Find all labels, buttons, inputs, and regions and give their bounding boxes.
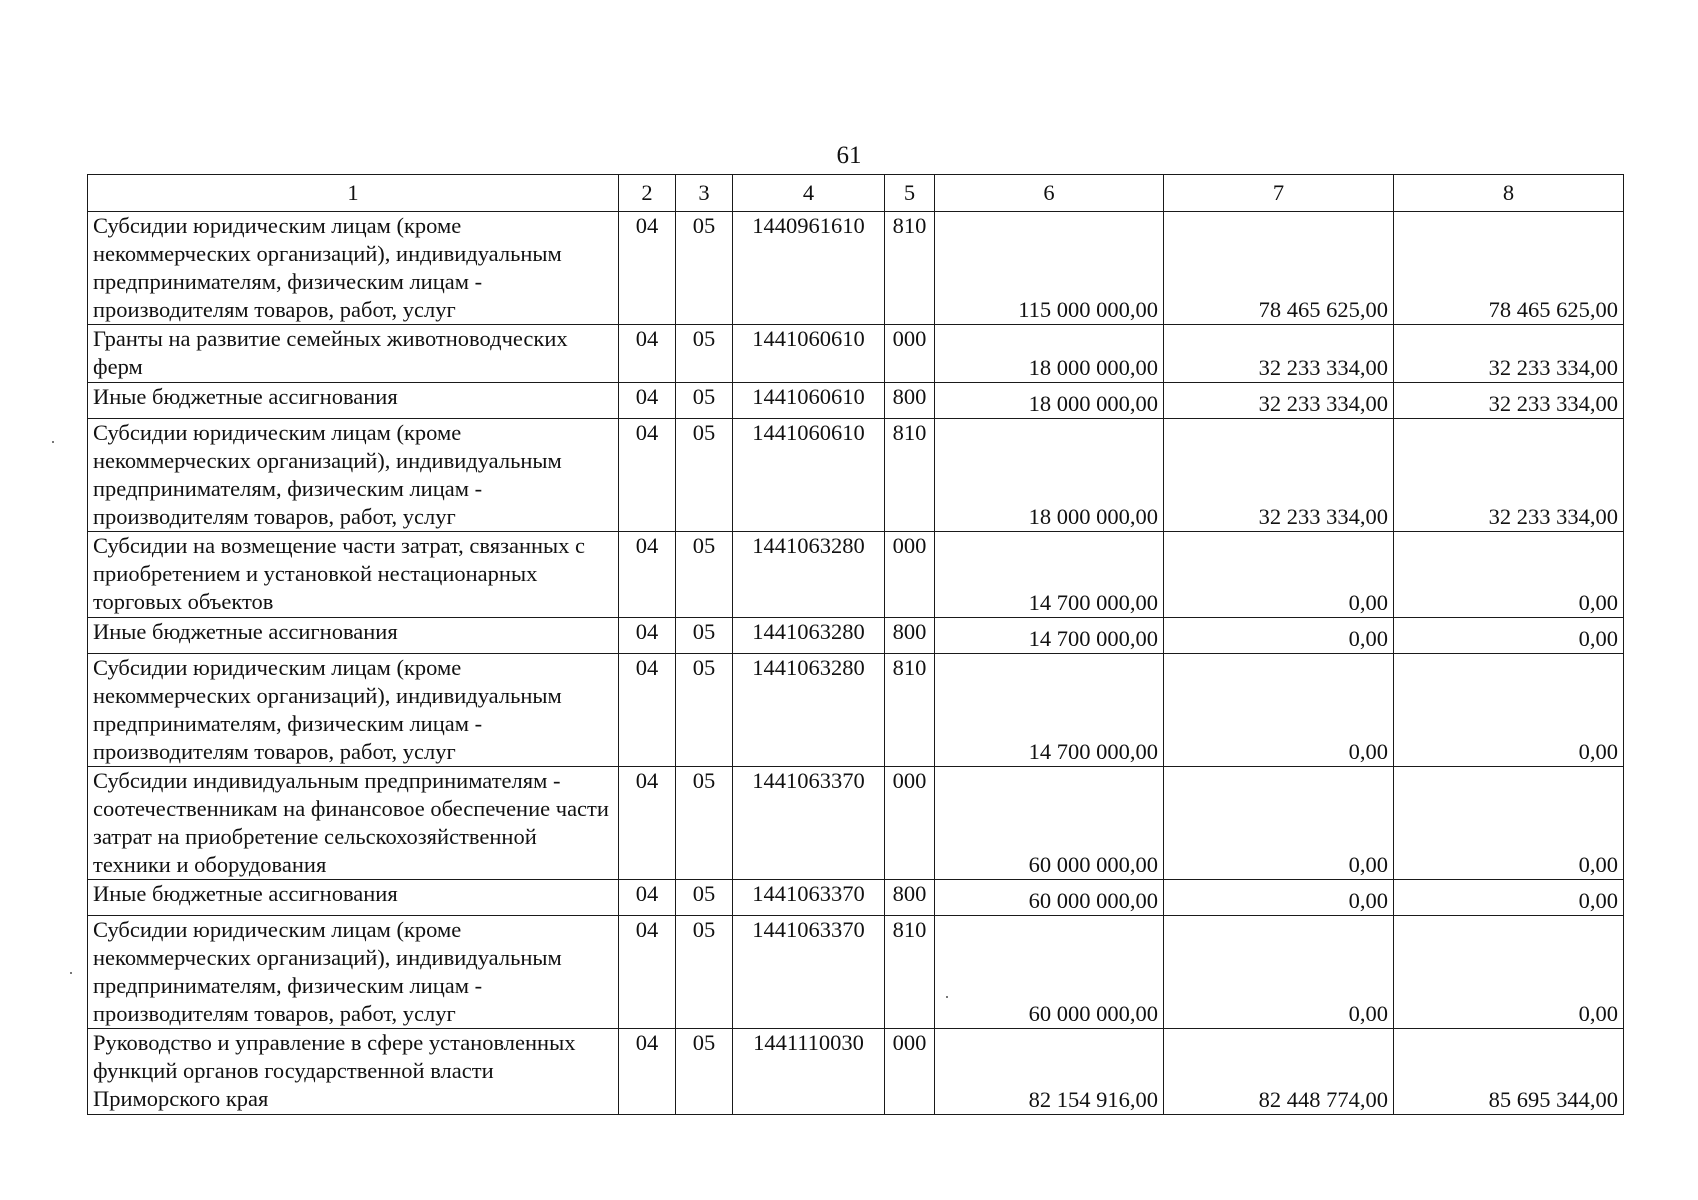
expense-type-code: 000 — [885, 1029, 935, 1115]
expense-type-code: 800 — [885, 880, 935, 916]
amount-col-7: 32 233 334,00 — [1164, 383, 1394, 419]
section-code: 04 — [619, 654, 676, 767]
target-article-code: 1441060610 — [733, 325, 885, 383]
target-article-code: 1441063280 — [733, 532, 885, 618]
expense-type-code: 800 — [885, 383, 935, 419]
item-name: Иные бюджетные ассигнования — [88, 880, 619, 916]
subsection-code: 05 — [676, 325, 733, 383]
column-header: 2 — [619, 175, 676, 212]
section-code: 04 — [619, 419, 676, 532]
subsection-code: 05 — [676, 618, 733, 654]
amount-col-6: 82 154 916,00 — [935, 1029, 1164, 1115]
section-code: 04 — [619, 1029, 676, 1115]
amount-col-8: 78 465 625,00 — [1394, 212, 1624, 325]
target-article-code: 1441063280 — [733, 654, 885, 767]
amount-col-8: 0,00 — [1394, 880, 1624, 916]
column-header: 1 — [88, 175, 619, 212]
amount-col-6: 115 000 000,00 — [935, 212, 1164, 325]
scan-speck — [52, 441, 54, 443]
amount-col-8: 0,00 — [1394, 532, 1624, 618]
subsection-code: 05 — [676, 880, 733, 916]
scan-speck — [70, 972, 72, 974]
target-article-code: 1441063370 — [733, 916, 885, 1029]
subsection-code: 05 — [676, 654, 733, 767]
amount-col-6: 14 700 000,00 — [935, 654, 1164, 767]
table-row — [88, 767, 1624, 880]
amount-col-6: 60 000 000,00 — [935, 767, 1164, 880]
amount-col-8: 32 233 334,00 — [1394, 325, 1624, 383]
expense-type-code: 810 — [885, 419, 935, 532]
amount-col-7: 32 233 334,00 — [1164, 325, 1394, 383]
section-code: 04 — [619, 880, 676, 916]
amount-col-6: 18 000 000,00 — [935, 419, 1164, 532]
amount-col-6: 14 700 000,00 — [935, 532, 1164, 618]
amount-col-8: 32 233 334,00 — [1394, 383, 1624, 419]
amount-col-7: 0,00 — [1164, 532, 1394, 618]
amount-col-7: 32 233 334,00 — [1164, 419, 1394, 532]
subsection-code: 05 — [676, 212, 733, 325]
table-row — [88, 1029, 1624, 1115]
section-code: 04 — [619, 618, 676, 654]
target-article-code: 1440961610 — [733, 212, 885, 325]
table-row — [88, 916, 1624, 1029]
item-name: Субсидии на возмещение части затрат, связанных с приобретением и установкой нестационарных торговых объектов — [88, 532, 619, 618]
item-name: Гранты на развитие семейных животноводческих ферм — [88, 325, 619, 383]
expense-type-code: 000 — [885, 532, 935, 618]
item-name: Субсидии юридическим лицам (кроме некоммерческих организаций), индивидуальным предпринимателям, физическим лицам - производителям товаров, работ, услуг — [88, 654, 619, 767]
column-header: 4 — [733, 175, 885, 212]
section-code: 04 — [619, 532, 676, 618]
amount-col-7: 82 448 774,00 — [1164, 1029, 1394, 1115]
amount-col-6: 14 700 000,00 — [935, 618, 1164, 654]
column-header: 7 — [1164, 175, 1394, 212]
column-header: 5 — [885, 175, 935, 212]
section-code: 04 — [619, 325, 676, 383]
header-row — [88, 175, 1624, 212]
subsection-code: 05 — [676, 916, 733, 1029]
amount-col-8: 85 695 344,00 — [1394, 1029, 1624, 1115]
subsection-code: 05 — [676, 1029, 733, 1115]
table-row — [88, 325, 1624, 383]
item-name: Субсидии юридическим лицам (кроме некоммерческих организаций), индивидуальным предпринимателям, физическим лицам - производителям товаров, работ, услуг — [88, 419, 619, 532]
item-name: Субсидии индивидуальным предпринимателям - соотечественникам на финансовое обеспечение части затрат на приобретение сельскохозяйственной техники и оборудования — [88, 767, 619, 880]
expense-type-code: 000 — [885, 325, 935, 383]
item-name: Субсидии юридическим лицам (кроме некоммерческих организаций), индивидуальным предпринимателям, физическим лицам - производителям товаров, работ, услуг — [88, 916, 619, 1029]
amount-col-7: 0,00 — [1164, 654, 1394, 767]
target-article-code: 1441060610 — [733, 419, 885, 532]
amount-col-7: 78 465 625,00 — [1164, 212, 1394, 325]
subsection-code: 05 — [676, 419, 733, 532]
amount-col-7: 0,00 — [1164, 767, 1394, 880]
subsection-code: 05 — [676, 532, 733, 618]
table-row — [88, 419, 1624, 532]
page-number: 61 — [836, 142, 862, 169]
amount-col-8: 0,00 — [1394, 916, 1624, 1029]
amount-col-8: 0,00 — [1394, 654, 1624, 767]
expense-type-code: 810 — [885, 212, 935, 325]
scan-speck — [946, 996, 948, 998]
subsection-code: 05 — [676, 383, 733, 419]
amount-col-7: 0,00 — [1164, 618, 1394, 654]
target-article-code: 1441063370 — [733, 880, 885, 916]
amount-col-6: 60 000 000,00 — [935, 916, 1164, 1029]
item-name: Иные бюджетные ассигнования — [88, 618, 619, 654]
amount-col-8: 0,00 — [1394, 767, 1624, 880]
expense-type-code: 810 — [885, 916, 935, 1029]
amount-col-8: 32 233 334,00 — [1394, 419, 1624, 532]
subsection-code: 05 — [676, 767, 733, 880]
section-code: 04 — [619, 916, 676, 1029]
target-article-code: 1441063280 — [733, 618, 885, 654]
section-code: 04 — [619, 212, 676, 325]
section-code: 04 — [619, 383, 676, 419]
table-row — [88, 880, 1624, 916]
column-header: 8 — [1394, 175, 1624, 212]
table-row — [88, 618, 1624, 654]
table-row — [88, 212, 1624, 325]
table-row — [88, 532, 1624, 618]
target-article-code: 1441110030 — [733, 1029, 885, 1115]
budget-table — [87, 174, 1624, 1115]
target-article-code: 1441060610 — [733, 383, 885, 419]
column-header: 6 — [935, 175, 1164, 212]
item-name: Иные бюджетные ассигнования — [88, 383, 619, 419]
section-code: 04 — [619, 767, 676, 880]
expense-type-code: 000 — [885, 767, 935, 880]
table-row — [88, 383, 1624, 419]
column-header: 3 — [676, 175, 733, 212]
expense-type-code: 810 — [885, 654, 935, 767]
amount-col-7: 0,00 — [1164, 880, 1394, 916]
amount-col-6: 18 000 000,00 — [935, 383, 1164, 419]
table-body — [88, 212, 1624, 1115]
target-article-code: 1441063370 — [733, 767, 885, 880]
amount-col-6: 60 000 000,00 — [935, 880, 1164, 916]
item-name: Руководство и управление в сфере установленных функций органов государственной власти Приморского края — [88, 1029, 619, 1115]
amount-col-8: 0,00 — [1394, 618, 1624, 654]
expense-type-code: 800 — [885, 618, 935, 654]
item-name: Субсидии юридическим лицам (кроме некоммерческих организаций), индивидуальным предпринимателям, физическим лицам - производителям товаров, работ, услуг — [88, 212, 619, 325]
table-row — [88, 654, 1624, 767]
amount-col-6: 18 000 000,00 — [935, 325, 1164, 383]
amount-col-7: 0,00 — [1164, 916, 1394, 1029]
